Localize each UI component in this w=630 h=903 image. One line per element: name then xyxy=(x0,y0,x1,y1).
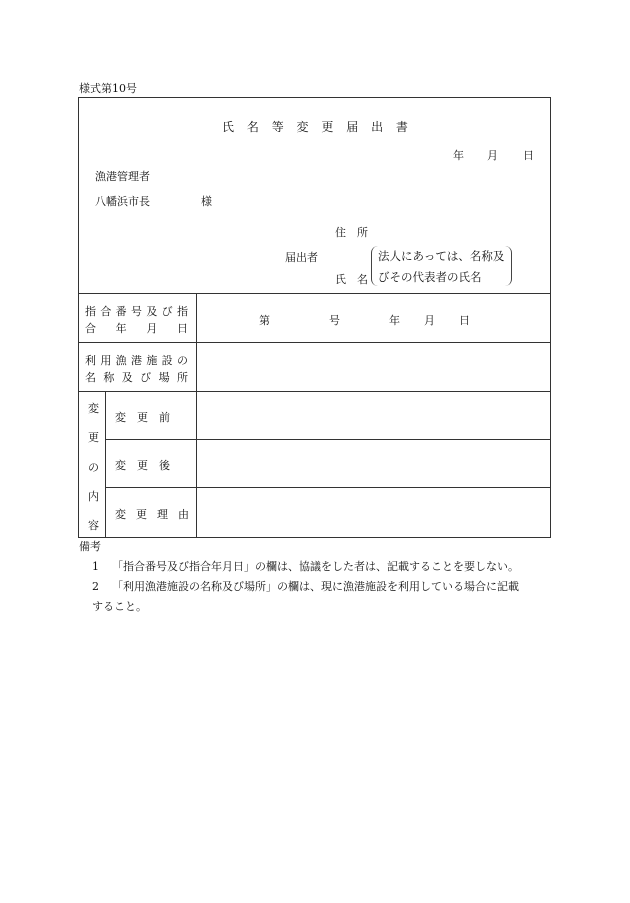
table-divider xyxy=(78,391,551,392)
table-divider xyxy=(78,293,551,294)
label-char: び xyxy=(140,371,152,384)
label-char: 漁 xyxy=(115,354,127,367)
designation-label-line1 xyxy=(85,303,188,319)
change-side-char: 内 xyxy=(88,490,99,503)
label-char: 称 xyxy=(103,371,115,384)
label-char: 設 xyxy=(161,354,173,367)
facility-label-line1 xyxy=(85,352,188,368)
change-reason-label xyxy=(115,506,189,522)
label-char: 及 xyxy=(146,305,158,318)
label-char: 合 xyxy=(85,322,96,335)
label-char: 年 xyxy=(115,322,127,335)
title-char: 等 xyxy=(271,120,284,134)
title-char: 更 xyxy=(321,120,334,134)
label-char: 施 xyxy=(146,354,158,367)
bracket-line1: 法人にあっては、名称及 xyxy=(378,249,505,263)
change-side-char: 容 xyxy=(88,519,99,532)
designation-go: 号 xyxy=(329,314,340,327)
table-divider xyxy=(105,439,551,440)
title-char: 氏 xyxy=(222,120,235,134)
label-char: 日 xyxy=(176,322,188,335)
date-day: 日 xyxy=(523,149,534,162)
note-number: 1 xyxy=(92,560,99,573)
label-char: 用 xyxy=(100,354,112,367)
designation-day: 日 xyxy=(459,314,470,327)
form-title xyxy=(222,118,408,135)
label-char: 指 xyxy=(85,305,96,318)
change-side-char: 更 xyxy=(88,431,99,444)
addressee-line1: 漁港管理者 xyxy=(95,170,150,183)
label-char: 更 xyxy=(136,508,147,521)
label-char: 及 xyxy=(121,371,133,384)
table-divider xyxy=(105,487,551,488)
date-month: 月 xyxy=(487,149,498,162)
corporate-note-bracket xyxy=(371,246,512,286)
label-char: 理 xyxy=(157,508,168,521)
note-text: 「指合番号及び指合年月日」の欄は、協議をした者は、記載することを要しない。 xyxy=(112,560,519,573)
designation-month: 月 xyxy=(424,314,435,327)
facility-label-line2 xyxy=(85,369,188,385)
label-char: 由 xyxy=(178,508,189,521)
designation-label-line2 xyxy=(85,320,188,336)
note-continuation: すること。 xyxy=(92,600,147,613)
note-number: 2 xyxy=(92,580,99,593)
label-char: 合 xyxy=(100,305,112,318)
addressee-line2: 八幡浜市長 xyxy=(95,195,150,208)
label-char: び xyxy=(161,305,173,318)
title-char: 出 xyxy=(371,120,384,134)
change-side-char: の xyxy=(88,461,99,474)
title-char: 届 xyxy=(346,120,359,134)
label-char: 場 xyxy=(158,371,170,384)
name-label: 氏 名 xyxy=(335,273,368,286)
change-after-label: 変 更 後 xyxy=(115,459,170,472)
addressee-honorific: 様 xyxy=(201,195,212,208)
table-divider xyxy=(78,342,551,343)
notifier-label: 届出者 xyxy=(285,251,318,264)
change-side-divider xyxy=(105,391,106,538)
designation-dai: 第 xyxy=(259,314,270,327)
label-char: 番 xyxy=(115,305,127,318)
bracket-line2: びその代表者の氏名 xyxy=(378,270,482,284)
change-before-label: 変 更 前 xyxy=(115,411,170,424)
label-char: 所 xyxy=(176,371,188,384)
title-char: 書 xyxy=(395,120,408,134)
date-year: 年 xyxy=(453,149,464,162)
address-label: 住 所 xyxy=(335,226,368,239)
title-char: 名 xyxy=(246,120,259,134)
label-char: 利 xyxy=(85,354,96,367)
label-char: の xyxy=(176,354,188,367)
title-char: 変 xyxy=(296,120,309,134)
label-char: 月 xyxy=(146,322,158,335)
label-column-divider xyxy=(196,293,197,538)
label-char: 変 xyxy=(115,508,126,521)
label-char: 港 xyxy=(130,354,142,367)
label-char: 名 xyxy=(85,371,96,384)
designation-year: 年 xyxy=(389,314,400,327)
change-side-char: 変 xyxy=(88,402,99,415)
form-number-label: 様式第10号 xyxy=(79,82,137,95)
label-char: 号 xyxy=(130,305,142,318)
notes-heading: 備考 xyxy=(79,540,101,553)
label-char: 指 xyxy=(176,305,188,318)
note-text: 「利用漁港施設の名称及び場所」の欄は、現に漁港施設を利用している場合に記載 xyxy=(112,580,519,593)
